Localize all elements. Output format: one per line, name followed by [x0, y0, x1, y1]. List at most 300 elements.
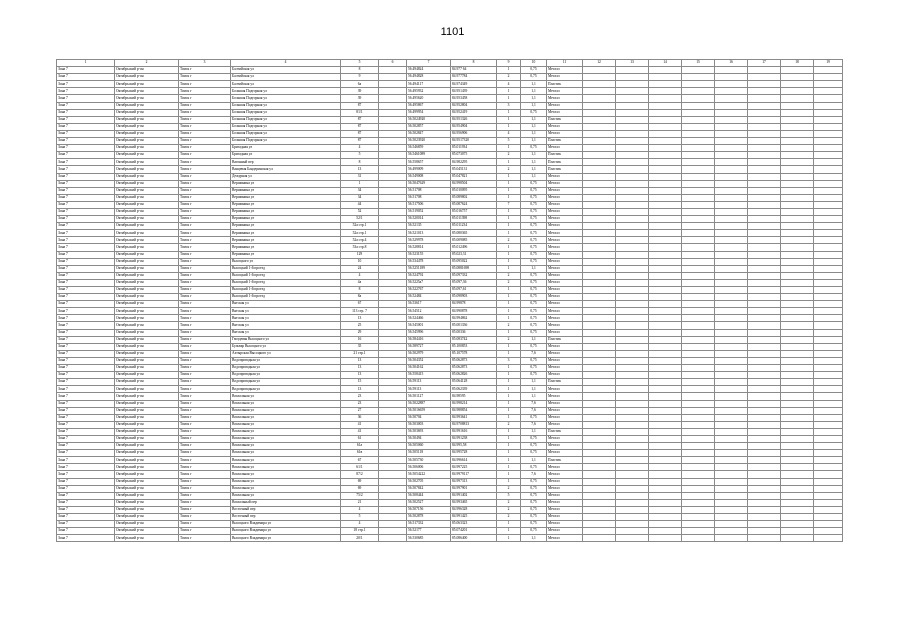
- table-cell: [781, 272, 814, 279]
- table-cell: Зона 7: [57, 201, 115, 208]
- table-cell: Зона 7: [57, 386, 115, 393]
- column-number: 17: [748, 60, 781, 67]
- table-cell: [781, 194, 814, 201]
- table-cell: Зона 7: [57, 180, 115, 187]
- table-cell: Балтийская ул: [231, 67, 341, 74]
- table-cell: Металл: [547, 365, 583, 372]
- table-cell: [748, 379, 781, 386]
- table-row: [57, 251, 843, 258]
- table-cell: [583, 287, 616, 294]
- table-cell: 4а: [341, 279, 379, 286]
- table-cell: [748, 173, 781, 180]
- table-cell: 56.529978: [407, 237, 451, 244]
- table-cell: Металл: [547, 223, 583, 230]
- table-cell: 1: [497, 528, 521, 535]
- table-cell: 1: [341, 180, 379, 187]
- table-cell: Зона 7: [57, 95, 115, 102]
- table-cell: Октябрьский р-он: [115, 514, 179, 521]
- table-cell: [682, 88, 715, 95]
- table-cell: [748, 272, 781, 279]
- table-cell: 7,6: [521, 350, 547, 357]
- table-cell: [682, 506, 715, 513]
- table-cell: Томск г: [179, 485, 231, 492]
- table-cell: 1,1: [521, 166, 547, 173]
- table-cell: [814, 152, 843, 159]
- table-cell: [616, 506, 649, 513]
- table-cell: Томск г: [179, 535, 231, 542]
- table-cell: [781, 478, 814, 485]
- table-cell: 1,1: [521, 123, 547, 130]
- table-cell: [715, 194, 748, 201]
- table-cell: Водопроводная ул: [231, 379, 341, 386]
- table-cell: Томск г: [179, 230, 231, 237]
- table-cell: Металл: [547, 216, 583, 223]
- table-cell: Томск г: [179, 145, 231, 152]
- table-cell: 56.502857: [407, 123, 451, 130]
- table-cell: 85.064128: [451, 379, 497, 386]
- table-cell: 52: [341, 208, 379, 215]
- table-cell: [715, 414, 748, 421]
- table-cell: Большая Подгорная ул: [231, 138, 341, 145]
- table-cell: Томск г: [179, 244, 231, 251]
- table-cell: [814, 180, 843, 187]
- table-cell: [379, 379, 407, 386]
- table-cell: 1: [497, 435, 521, 442]
- table-cell: 56.59113: [407, 386, 451, 393]
- table-cell: [379, 386, 407, 393]
- table-cell: [715, 237, 748, 244]
- table-cell: Октябрьский р-он: [115, 379, 179, 386]
- table-cell: 84.993465: [451, 499, 497, 506]
- table-cell: [583, 379, 616, 386]
- table-cell: [583, 109, 616, 116]
- table-cell: [715, 492, 748, 499]
- table-cell: 1,1: [521, 138, 547, 145]
- table-cell: 2: [497, 485, 521, 492]
- table-cell: 7: [497, 201, 521, 208]
- table-cell: [379, 315, 407, 322]
- table-cell: Металл: [547, 258, 583, 265]
- table-cell: Зона 7: [57, 279, 115, 286]
- table-cell: [715, 386, 748, 393]
- table-cell: [583, 166, 616, 173]
- table-cell: Высоцкий 1-й проезд: [231, 272, 341, 279]
- table-cell: [715, 464, 748, 471]
- table-cell: [379, 400, 407, 407]
- table-cell: 1: [497, 109, 521, 116]
- table-cell: 87: [341, 123, 379, 130]
- table-cell: Октябрьский р-он: [115, 506, 179, 513]
- table-cell: [748, 244, 781, 251]
- table-cell: [682, 216, 715, 223]
- table-cell: 21: [341, 499, 379, 506]
- table-cell: [682, 315, 715, 322]
- table-cell: [715, 528, 748, 535]
- table-cell: 56.53617: [407, 301, 451, 308]
- table-cell: [781, 343, 814, 350]
- table-cell: [682, 287, 715, 294]
- table-cell: Металл: [547, 407, 583, 414]
- table-row: [57, 152, 843, 159]
- table-cell: [781, 116, 814, 123]
- table-row: [57, 350, 843, 357]
- table-cell: [649, 485, 682, 492]
- table-cell: [748, 208, 781, 215]
- table-row: [57, 109, 843, 116]
- table-cell: Томск г: [179, 265, 231, 272]
- table-cell: 56.528814: [407, 244, 451, 251]
- table-cell: [781, 258, 814, 265]
- table-cell: [616, 201, 649, 208]
- table-cell: 84.991238: [451, 435, 497, 442]
- table-cell: 1,1: [521, 102, 547, 109]
- table-cell: Томск г: [179, 506, 231, 513]
- table-cell: 0,75: [521, 308, 547, 315]
- table-cell: [748, 365, 781, 372]
- table-cell: Томск г: [179, 365, 231, 372]
- table-cell: 1: [497, 372, 521, 379]
- table-cell: 56.5022887: [407, 400, 451, 407]
- table-cell: [814, 350, 843, 357]
- table-cell: 1: [497, 123, 521, 130]
- table-cell: [682, 81, 715, 88]
- table-cell: Октябрьский р-он: [115, 208, 179, 215]
- table-cell: 84.997313: [451, 478, 497, 485]
- table-cell: Металл: [547, 528, 583, 535]
- table-cell: Пластик: [547, 166, 583, 173]
- table-cell: Зона 7: [57, 116, 115, 123]
- table-cell: [583, 301, 616, 308]
- table-cell: Зона 7: [57, 308, 115, 315]
- table-cell: [748, 308, 781, 315]
- table-cell: Большая Подгорная ул: [231, 116, 341, 123]
- table-cell: [781, 365, 814, 372]
- table-cell: [583, 230, 616, 237]
- table-cell: Пластик: [547, 81, 583, 88]
- table-cell: 84.993641: [451, 414, 497, 421]
- table-cell: [379, 265, 407, 272]
- table-cell: [748, 457, 781, 464]
- table-cell: [379, 372, 407, 379]
- table-cell: [814, 173, 843, 180]
- table-cell: 6а: [341, 81, 379, 88]
- table-cell: [649, 287, 682, 294]
- table-cell: [814, 407, 843, 414]
- table-cell: [649, 329, 682, 336]
- table-cell: [616, 301, 649, 308]
- table-cell: Зона 7: [57, 187, 115, 194]
- table-cell: 56.507156: [407, 506, 451, 513]
- table-cell: 1: [497, 450, 521, 457]
- table-cell: [814, 506, 843, 513]
- table-cell: [379, 237, 407, 244]
- table-cell: 84.994862: [451, 315, 497, 322]
- table-cell: Октябрьский р-он: [115, 95, 179, 102]
- table-cell: Большая Подгорная ул: [231, 88, 341, 95]
- table-cell: [748, 506, 781, 513]
- table-cell: 56.5024920: [407, 116, 451, 123]
- table-cell: [781, 350, 814, 357]
- table-cell: 87: [341, 130, 379, 137]
- table-cell: Пластик: [547, 428, 583, 435]
- table-cell: [682, 372, 715, 379]
- table-cell: [649, 138, 682, 145]
- table-cell: [616, 102, 649, 109]
- table-cell: [616, 173, 649, 180]
- table-cell: [715, 187, 748, 194]
- table-cell: [583, 400, 616, 407]
- table-cell: 56.545001: [407, 322, 451, 329]
- table-cell: 84.991616: [451, 428, 497, 435]
- table-cell: [583, 244, 616, 251]
- table-cell: 52а стр.4: [341, 237, 379, 244]
- table-cell: 9: [341, 74, 379, 81]
- table-cell: 0,75: [521, 414, 547, 421]
- table-cell: [379, 130, 407, 137]
- table-cell: Октябрьский р-он: [115, 130, 179, 137]
- table-cell: [379, 159, 407, 166]
- table-cell: Зона 7: [57, 294, 115, 301]
- table-row: [57, 301, 843, 308]
- table-cell: [649, 223, 682, 230]
- table-row: [57, 407, 843, 414]
- table-cell: 84.990878: [451, 308, 497, 315]
- table-cell: [715, 74, 748, 81]
- table-cell: [379, 443, 407, 450]
- table-cell: 56.504352: [407, 357, 451, 364]
- table-cell: [814, 145, 843, 152]
- table-cell: Октябрьский р-он: [115, 180, 179, 187]
- table-cell: [379, 343, 407, 350]
- table-cell: [715, 159, 748, 166]
- column-number: 7: [407, 60, 451, 67]
- table-cell: Бригадная ул: [231, 145, 341, 152]
- table-cell: 0,75: [521, 329, 547, 336]
- table-cell: [682, 145, 715, 152]
- table-cell: [781, 407, 814, 414]
- table-cell: [814, 88, 843, 95]
- table-cell: 1: [497, 294, 521, 301]
- table-cell: [748, 145, 781, 152]
- table-cell: [583, 308, 616, 315]
- table-cell: [379, 109, 407, 116]
- table-cell: 56.502527: [407, 499, 451, 506]
- table-cell: 1: [497, 329, 521, 336]
- table-cell: [814, 109, 843, 116]
- table-cell: Зона 7: [57, 223, 115, 230]
- table-cell: 85.100853: [451, 343, 497, 350]
- table-cell: [583, 173, 616, 180]
- table-cell: [814, 67, 843, 74]
- table-cell: Металл: [547, 287, 583, 294]
- table-cell: [682, 102, 715, 109]
- table-cell: Пластик: [547, 336, 583, 343]
- table-cell: [748, 237, 781, 244]
- table-cell: [748, 223, 781, 230]
- table-cell: [748, 464, 781, 471]
- table-cell: [748, 343, 781, 350]
- table-cell: 84.954904: [451, 123, 497, 130]
- table-cell: 7,6: [521, 400, 547, 407]
- table-row: [57, 272, 843, 279]
- table-cell: [583, 138, 616, 145]
- table-cell: [583, 350, 616, 357]
- table-cell: Октябрьский р-он: [115, 450, 179, 457]
- table-cell: [583, 123, 616, 130]
- table-cell: Металл: [547, 464, 583, 471]
- table-cell: Октябрьский р-он: [115, 272, 179, 279]
- table-cell: [781, 74, 814, 81]
- table-cell: [748, 435, 781, 442]
- table-cell: [649, 499, 682, 506]
- table-cell: [814, 386, 843, 393]
- table-cell: 4: [341, 506, 379, 513]
- table-cell: 84.995728: [451, 450, 497, 457]
- table-cell: [715, 145, 748, 152]
- table-cell: [616, 230, 649, 237]
- table-cell: [715, 457, 748, 464]
- table-cell: Зона 7: [57, 357, 115, 364]
- table-cell: [814, 159, 843, 166]
- table-cell: Высоцкого Владимира ул: [231, 528, 341, 535]
- table-cell: [715, 521, 748, 528]
- table-cell: [616, 308, 649, 315]
- table-cell: [583, 223, 616, 230]
- table-cell: [781, 535, 814, 542]
- table-cell: Томск г: [179, 272, 231, 279]
- table-cell: 56.52484: [407, 294, 451, 301]
- table-cell: [616, 116, 649, 123]
- table-cell: 85.063323: [451, 521, 497, 528]
- table-cell: 56.517332: [407, 521, 451, 528]
- table-cell: 85.098903: [451, 294, 497, 301]
- table-cell: 1,1: [521, 88, 547, 95]
- table-cell: Октябрьский р-он: [115, 464, 179, 471]
- table-cell: Зона 7: [57, 166, 115, 173]
- table-cell: [616, 535, 649, 542]
- table-cell: Зона 7: [57, 145, 115, 152]
- table-cell: [814, 521, 843, 528]
- table-cell: 0,75: [521, 145, 547, 152]
- table-cell: [616, 159, 649, 166]
- table-row: [57, 506, 843, 513]
- column-number: 11: [547, 60, 583, 67]
- table-cell: [748, 315, 781, 322]
- table-cell: 85.062873: [451, 357, 497, 364]
- table-cell: 1: [497, 208, 521, 215]
- table-cell: [379, 223, 407, 230]
- table-cell: Томск г: [179, 123, 231, 130]
- table-cell: [682, 393, 715, 400]
- table-cell: 84.995,58: [451, 443, 497, 450]
- table-cell: [814, 414, 843, 421]
- table-cell: Томск г: [179, 421, 231, 428]
- column-number: 10: [521, 60, 547, 67]
- table-cell: Томск г: [179, 443, 231, 450]
- table-cell: Вершинина ул: [231, 230, 341, 237]
- table-cell: [649, 492, 682, 499]
- table-cell: Томск г: [179, 528, 231, 535]
- table-cell: Октябрьский р-он: [115, 329, 179, 336]
- table-cell: 85.012496: [451, 244, 497, 251]
- table-cell: Томск г: [179, 287, 231, 294]
- table-cell: [616, 88, 649, 95]
- table-cell: 56.502979: [407, 350, 451, 357]
- table-cell: [814, 357, 843, 364]
- table-cell: Вокзальная ул: [231, 421, 341, 428]
- table-cell: 56.524792: [407, 272, 451, 279]
- table-cell: Октябрьский р-он: [115, 492, 179, 499]
- table-cell: [715, 272, 748, 279]
- table-cell: 56.501127: [407, 393, 451, 400]
- table-cell: [814, 138, 843, 145]
- table-cell: Томск г: [179, 237, 231, 244]
- table-cell: 13: [341, 372, 379, 379]
- table-cell: 84.996614: [451, 457, 497, 464]
- table-cell: 0,75: [521, 279, 547, 286]
- table-cell: Зона 7: [57, 343, 115, 350]
- table-cell: Зона 7: [57, 506, 115, 513]
- table-cell: [748, 109, 781, 116]
- table-cell: [583, 180, 616, 187]
- table-cell: [379, 506, 407, 513]
- table-cell: 0,75: [521, 443, 547, 450]
- table-cell: 52а стр.1: [341, 230, 379, 237]
- table-cell: [781, 216, 814, 223]
- table-row: [57, 464, 843, 471]
- table-cell: 2: [497, 499, 521, 506]
- table-row: [57, 393, 843, 400]
- table-cell: 36: [341, 414, 379, 421]
- table-cell: [616, 421, 649, 428]
- table-cell: [616, 272, 649, 279]
- table-cell: [682, 499, 715, 506]
- table-cell: [748, 265, 781, 272]
- table-cell: [583, 201, 616, 208]
- table-cell: [814, 336, 843, 343]
- table-row: [57, 265, 843, 272]
- table-cell: 85.097,61: [451, 287, 497, 294]
- table-cell: [748, 478, 781, 485]
- table-cell: Металл: [547, 123, 583, 130]
- table-cell: 15: [341, 379, 379, 386]
- table-cell: [616, 95, 649, 102]
- table-cell: 56.505118: [407, 450, 451, 457]
- table-cell: [781, 315, 814, 322]
- table-cell: [748, 287, 781, 294]
- table-cell: 56.52135: [407, 223, 451, 230]
- table-cell: [379, 272, 407, 279]
- table-cell: Большая Подгорная ул: [231, 130, 341, 137]
- table-cell: [583, 187, 616, 194]
- table-cell: Зона 7: [57, 301, 115, 308]
- table-cell: [715, 471, 748, 478]
- table-cell: [781, 435, 814, 442]
- table-cell: 10: [341, 258, 379, 265]
- table-cell: [814, 343, 843, 350]
- table-cell: Большая Подгорная ул: [231, 102, 341, 109]
- table-cell: 20/1: [341, 535, 379, 542]
- table-cell: 56.558415: [407, 372, 451, 379]
- table-cell: [649, 67, 682, 74]
- table-cell: [583, 535, 616, 542]
- table-cell: Металл: [547, 492, 583, 499]
- table-cell: [583, 329, 616, 336]
- table-cell: 56.5461089: [407, 152, 451, 159]
- table-cell: Бригадная ул: [231, 152, 341, 159]
- table-cell: 2: [497, 279, 521, 286]
- table-cell: [748, 400, 781, 407]
